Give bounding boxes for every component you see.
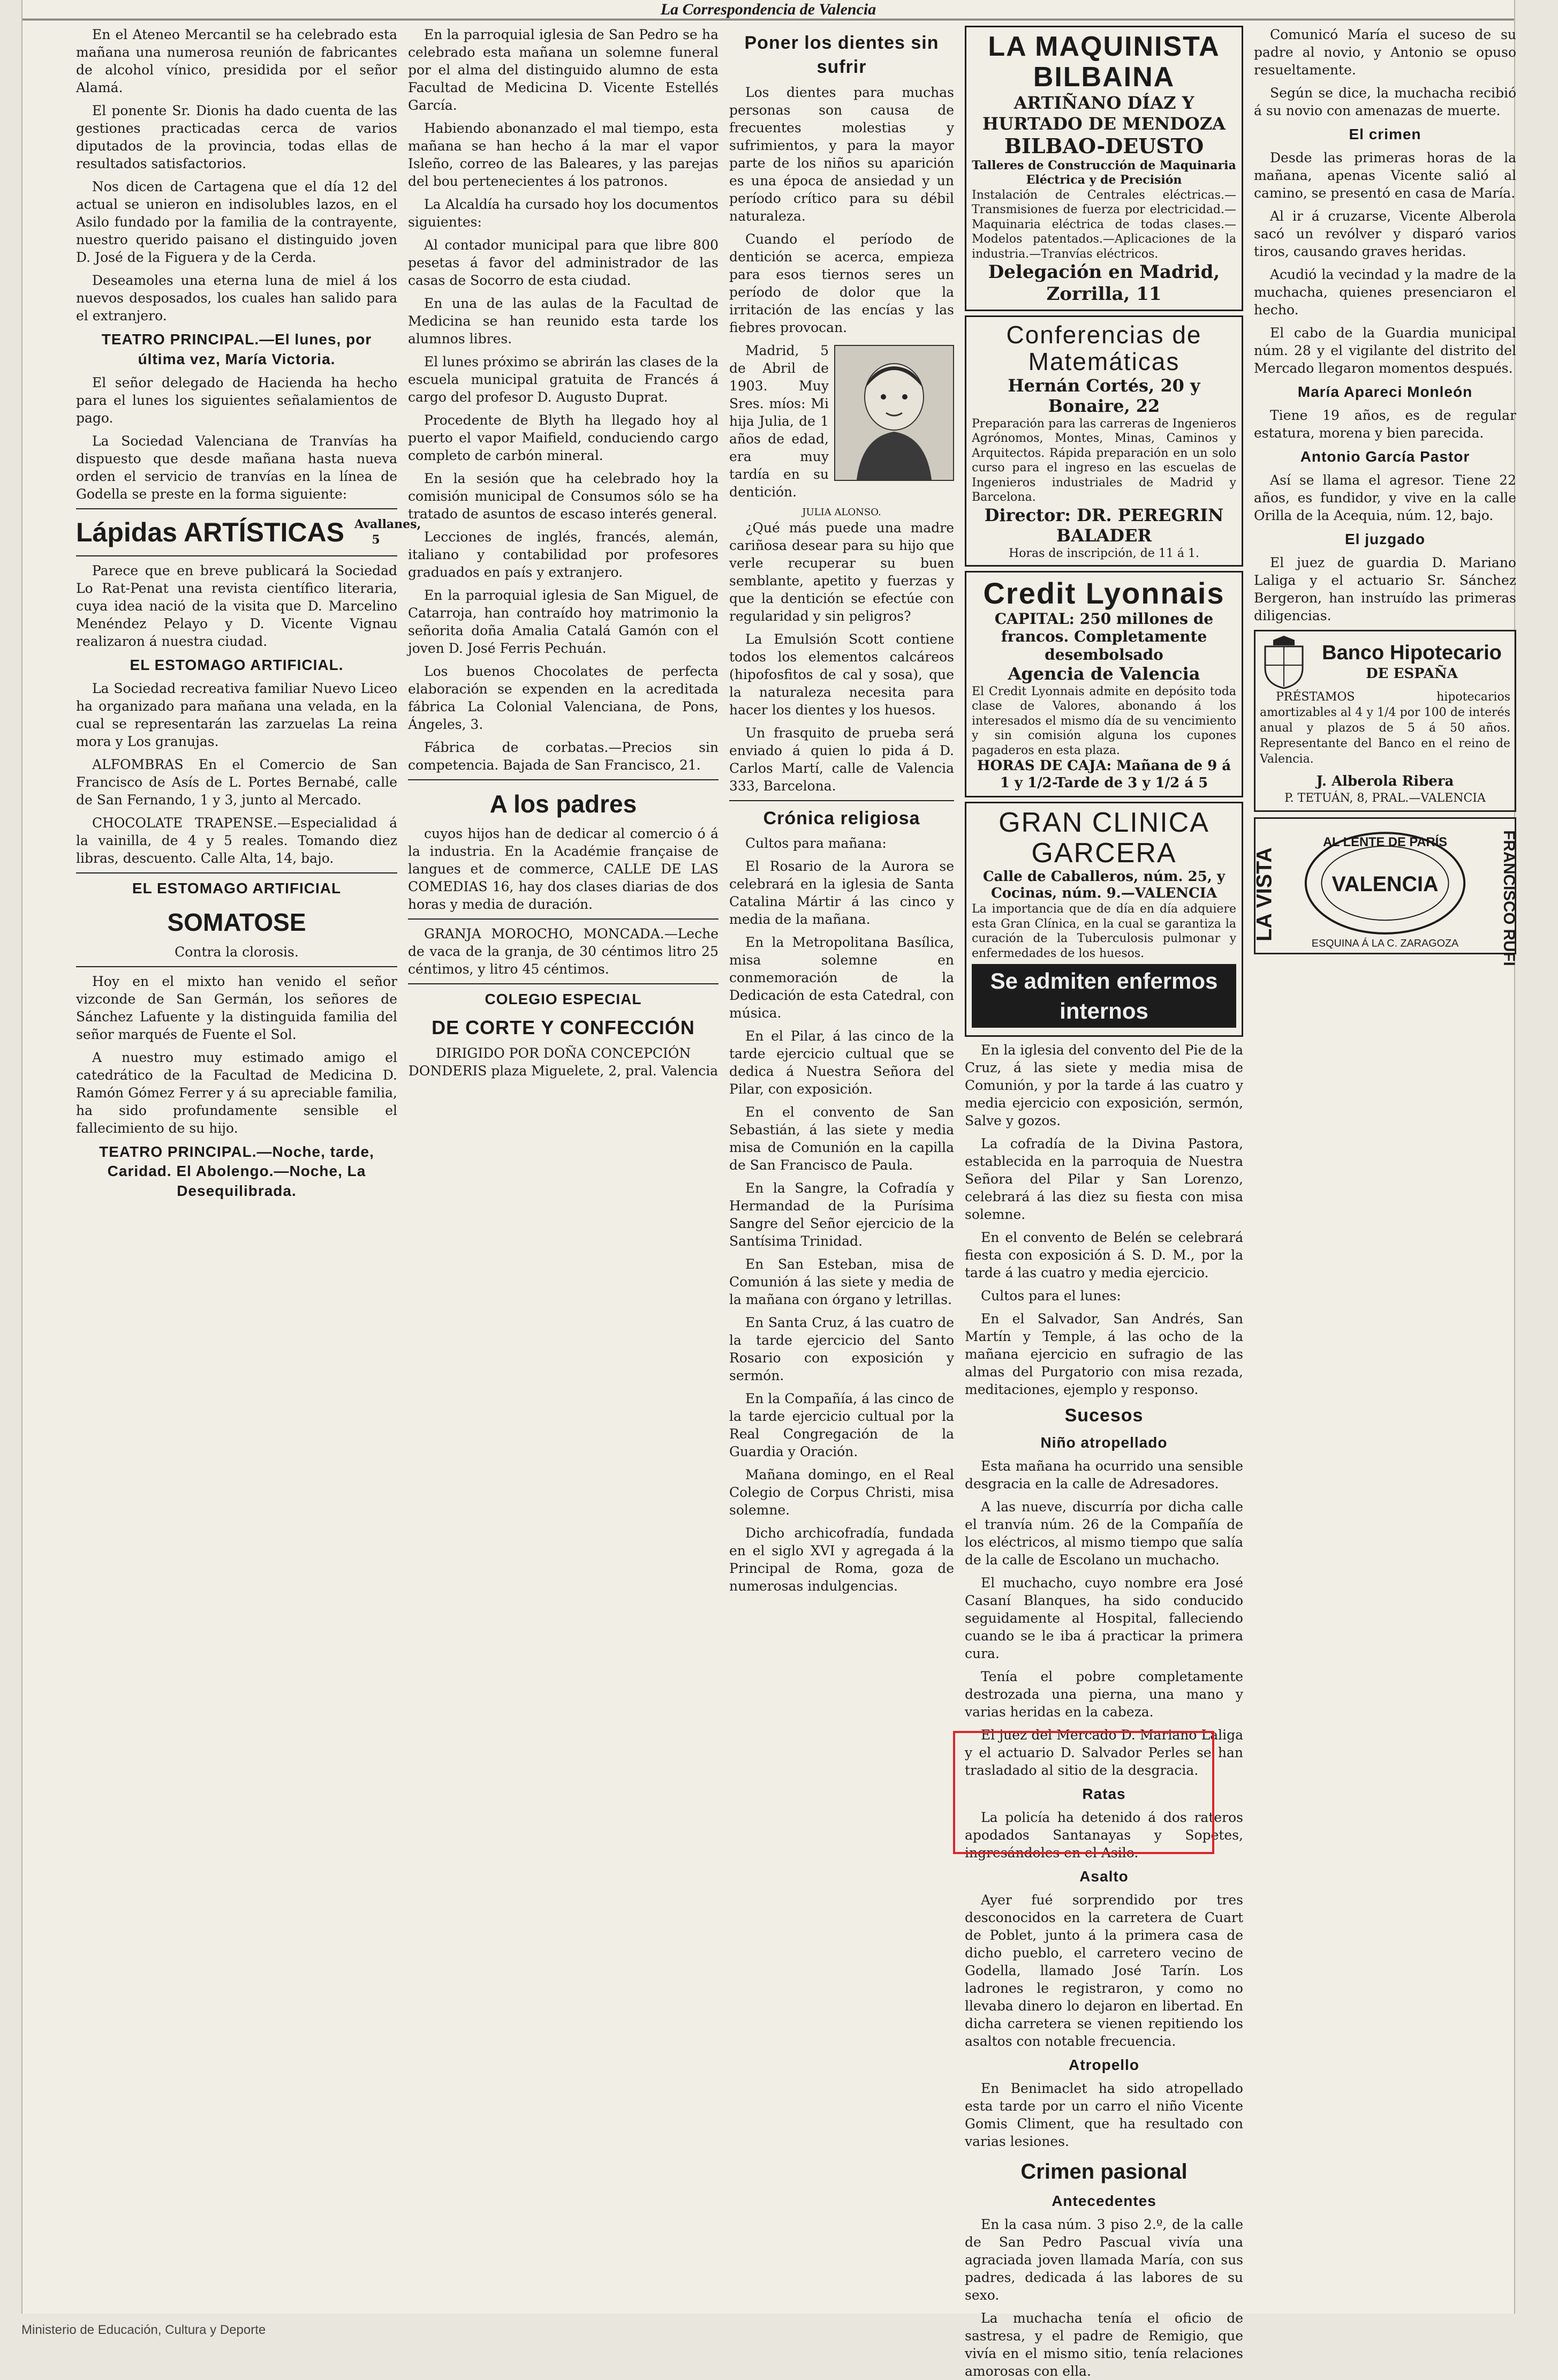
lens-side-text: FRANCISCO RUFI	[1500, 830, 1518, 967]
news-paragraph: En la iglesia del convento del Pie de la Cruz, á las siete y media misa de Comunión, y por la tarde á las cuatro y media ejercicio con exposición, sermón, Salve y gozos.	[965, 1042, 1243, 1129]
news-paragraph: El juez del Mercado D. Mariano Laliga y el actuario D. Salvador Perles se han trasladado al sitio de la desgracia.	[965, 1727, 1243, 1779]
somatose-sub: Contra la clorosis.	[175, 944, 299, 960]
credit-lyonnais-ad	[965, 571, 1243, 797]
news-paragraph: Cultos para el lunes:	[981, 1288, 1121, 1304]
footer-credit: Ministerio de Educación, Cultura y Deporte	[21, 2323, 266, 2337]
corbatas-ad: Fábrica de corbatas.—Precios sin competencia. Bajada de San Francisco, 21.	[408, 740, 719, 773]
news-paragraph: Procedente de Blyth ha llegado hoy al puerto el vapor Maifield, conduciendo cargo completo de carbón mineral.	[408, 412, 719, 463]
crimen-sub-heading: El crimen	[1349, 126, 1421, 142]
news-paragraph: ALFOMBRAS En el Comercio de San Francisco de Asís de L. Portes Bernabé, calle de San Fernando, 1 y 3, junto al Mercado.	[76, 756, 397, 808]
corte-heading: DE CORTE Y CONFECCIÓN	[432, 1016, 695, 1038]
news-paragraph: Tenía el pobre completamente destrozada una pierna, una mano y varias heridas en la cabeza.	[965, 1669, 1243, 1720]
divider	[76, 966, 397, 967]
maquinista-line: Talleres de Construcción de Maquinaria Eléctrica y de Precisión	[972, 158, 1236, 187]
atropello-heading: Atropello	[1069, 2057, 1139, 2074]
news-paragraph: El juez de guardia D. Mariano Laliga y el actuario Sr. Sánchez Bergeron, han instruído las primeras diligencias.	[1254, 554, 1516, 623]
column-1	[76, 26, 421, 2276]
news-paragraph: En el convento de Belén se celebrará fiesta con exposición á S. D. M., por la tarde á las cuatro y media ejercicio.	[965, 1230, 1243, 1281]
news-paragraph: Así se llama el agresor. Tiene 22 años, es fundidor, y vive en la calle Orilla de la Acequia, núm. 12, bajo.	[1254, 472, 1516, 523]
lapidas-ad	[76, 515, 421, 550]
news-paragraph: El ponente Sr. Dionis ha dado cuenta de las gestiones practicadas cerca de varios diputados de la provincia, todas ellas de resultados satisfactorios.	[76, 103, 397, 171]
news-paragraph: La Emulsión Scott contiene todos los elementos calcáreos (hipofosfitos de cal y sosa), que la naturaleza necesita para hacer los dientes y los huesos.	[729, 631, 954, 718]
cronica-heading: Crónica religiosa	[763, 808, 920, 829]
news-paragraph: Deseamoles una eterna luna de miel á los nuevos desposados, los cuales han salido para el extranjero.	[76, 273, 397, 323]
divider	[76, 555, 397, 556]
padres-heading: A los padres	[489, 790, 637, 818]
news-paragraph: CHOCOLATE TRAPENSE.—Especialidad á la vainilla, de 4 y 5 reales. Tomando diez libras, descuento. Calle Alta, 14, bajo.	[76, 815, 397, 866]
sucesos-heading: Sucesos	[1064, 1405, 1144, 1426]
portrait-illustration	[834, 345, 954, 481]
credit-capital: CAPITAL: 250 millones de francos. Completamente desembolsado	[994, 609, 1214, 664]
maquinista-city: BILBAO-DEUSTO	[1004, 134, 1204, 159]
maquinista-body: Instalación de Centrales eléctricas.—Transmisiones de fuerza por electricidad.—Maquinaria eléctrica de todas clases.—Modelos patentados.—Aplicaciones de la industria.—Tranvías eléctricos.	[972, 188, 1236, 261]
portrait-caption: JULIA ALONSO.	[802, 506, 881, 518]
dientes-heading: Poner los dientes sin sufrir	[744, 33, 939, 77]
credit-hours: HORAS DE CAJA: Mañana de 9 á 1 y 1/2-Tarde de 3 y 1/2 á 5	[977, 758, 1231, 791]
lapidas-side: Avallanes, 5	[354, 517, 421, 547]
conferencias-director: Director: DR. PEREGRIN BALADER	[984, 504, 1224, 546]
news-paragraph: Al contador municipal para que libre 800 pesetas á favor del administrador de las casas de Socorro de esta ciudad.	[408, 237, 719, 288]
news-paragraph: En el Salvador, San Andrés, San Martín y Temple, á las ocho de la mañana ejercicio en sufragio de las almas del Purgatorio con misa rezada, meditaciones, ejemplo y responso.	[965, 1311, 1243, 1398]
conferencias-ad	[965, 315, 1243, 567]
asalto-text: Ayer fué sorprendido por tres desconocidos en la carretera de Cuart de Poblet, junto á la primera casa de dicho pueblo, el carretero vecino de Godella, llamado José Tarín. Los ladrones le registraron, y como no llevaba dinero lo dejaron en libertad. En dicha carretera se vienen repitiendo los asaltos con notable frecuencia.	[965, 1892, 1243, 2050]
conferencias-addr: Hernán Cortés, 20 y Bonaire, 22	[1008, 375, 1200, 417]
news-paragraph: En la parroquial iglesia de San Miguel, de Catarroja, han contraído hoy matrimonio la señorita doña Amalia Catalá Gamón con el joven D. José Ferris Pechuán.	[408, 588, 719, 656]
banco-head	[1260, 636, 1510, 689]
credit-agency: Agencia de Valencia	[1008, 664, 1200, 684]
news-paragraph: En la Metropolitana Basílica, misa solemne en conmemoración de la Dedicación de esta Catedral, con música.	[729, 935, 954, 1021]
conferencias-hours: Horas de inscripción, de 11 á 1.	[1009, 546, 1199, 560]
crimen-heading: Crimen pasional	[1020, 2160, 1188, 2184]
clinica-internos: Se admiten enfermos internos	[972, 964, 1236, 1028]
news-paragraph: En Benimaclet ha sido atropellado esta tarde por un carro el niño Vicente Gomis Climent, que ha resultado con varias lesiones.	[965, 2081, 1243, 2150]
masthead-title: La Correspondencia de Valencia	[660, 0, 876, 18]
news-paragraph: En San Esteban, misa de Comunión á las siete y media de la mañana con órgano y letrillas.	[729, 1256, 954, 1308]
divider	[408, 983, 719, 984]
ratas-heading: Ratas	[1082, 1786, 1126, 1803]
news-paragraph: Según se dice, la muchacha recibió á su novio con amenazas de muerte.	[1254, 85, 1516, 118]
news-paragraph: Hoy en el mixto han venido el señor vizconde de San Germán, los señores de Sánchez Lafuente y la distinguida familia del señor marqués de Fuente el Sol.	[76, 973, 397, 1042]
lens-title-text: AL LENTE DE PARÍS	[1322, 835, 1448, 850]
news-paragraph: La cofradía de la Divina Pastora, establecida en la parroquia de Nuestra Señora del Pilar y San Lorenzo, celebrará á las diez su fiesta con misa solemne.	[965, 1136, 1243, 1223]
conferencias-body: Preparación para las carreras de Ingenieros Agrónomos, Montes, Minas, Caminos y Arquitectos. Rápida preparación en un solo curso para el ingreso en las escuelas de Ingenieros industriales de Madrid y Barcelona.	[972, 417, 1236, 504]
divider	[76, 508, 397, 509]
news-paragraph: A nuestro muy estimado amigo el catedrático de la Facultad de Medicina D. Ramón Gómez Ferrer y á su apreciable familia, ha sido profundamente sensible el fallecimiento de su hijo.	[76, 1049, 397, 1136]
news-paragraph: Comunicó María el suceso de su padre al novio, y Antonio se opuso resueltamente.	[1254, 27, 1516, 78]
news-paragraph: El muchacho, cuyo nombre era José Casaní Blanques, ha sido conducido seguidamente al Hospital, falleciendo cuando se le iba á practicar la primera cura.	[965, 1575, 1243, 1662]
lapidas-title: Lápidas ARTÍSTICAS	[76, 517, 344, 547]
divider	[729, 800, 954, 801]
colegio-sub: DIRIGIDO POR DOÑA CONCEPCIÓN DONDERIS plaza Miguelete, 2, pral. Valencia	[408, 1045, 719, 1079]
coat-of-arms-icon	[1260, 636, 1308, 689]
news-paragraph: cuyos hijos han de dedicar al comercio ó á la industria. En la Académie française de langues et de commerce, CALLE DE LAS COMEDIAS 16, hay dos clases diarias de dos horas y media de duración.	[408, 825, 719, 912]
conferencias-title: Conferencias de Matemáticas	[1006, 320, 1202, 376]
colegio-heading: COLEGIO ESPECIAL	[485, 990, 642, 1007]
news-paragraph: Cultos para mañana:	[745, 835, 887, 852]
news-paragraph: Acudió la vecindad y la madre de la muchacha, quienes presenciaron el hecho.	[1254, 266, 1516, 318]
news-paragraph: La Alcaldía ha cursado hoy los documentos siguientes:	[408, 197, 719, 230]
news-paragraph: La muchacha tenía el oficio de sastresa, y el padre de Remigio, que vivía en el mismo sitio, tenía relaciones amorosas con ella.	[965, 2310, 1243, 2379]
column-5	[1254, 26, 1516, 2276]
maquinista-ad	[965, 26, 1243, 311]
asalto-heading: Asalto	[1079, 1868, 1129, 1885]
lens-vista-text: LA VISTA	[1252, 847, 1276, 942]
estomago-heading: EL ESTOMAGO ARTIFICIAL.	[130, 656, 344, 673]
divider	[408, 918, 719, 920]
juzgado-heading: El juzgado	[1345, 530, 1425, 547]
news-paragraph: El lunes próximo se abrirán las clases de la escuela municipal gratuita de Francés á cargo del profesor D. Augusto Duprat.	[408, 354, 719, 405]
news-paragraph: Tiene 19 años, es de regular estatura, morena y bien parecida.	[1254, 407, 1516, 441]
news-paragraph: En la sesión que ha celebrado hoy la comisión municipal de Consumos sólo se ha tratado de asuntos de escaso interés general.	[408, 471, 719, 522]
clinica-title: GRAN CLINICA GARCERA	[999, 807, 1209, 869]
column-4	[965, 26, 1243, 2379]
news-paragraph: El señor delegado de Hacienda ha hecho para el lunes los siguientes señalamientos de pago.	[76, 374, 397, 426]
news-paragraph: Los buenos Chocolates de perfecta elaboración se expenden en la acreditada fábrica La Colonial Valenciana, de Pons, Ángeles, 3.	[408, 664, 719, 732]
news-paragraph: La Sociedad Valenciana de Tranvías ha dispuesto que desde mañana hasta nueva orden el servicio de tranvías en la línea de Godella se preste en la forma siguiente:	[76, 433, 397, 502]
divider	[408, 779, 719, 780]
news-paragraph: En la Sangre, la Cofradía y Hermandad de la Purísima Sangre del Señor ejercicio de la Santísima Trinidad.	[729, 1180, 954, 1249]
lens-corner-text: ESQUINA Á LA C. ZARAGOZA	[1311, 937, 1459, 950]
granja-ad: GRANJA MOROCHO, MONCADA.—Leche de vaca de la granja, de 30 céntimos litro 25 céntimos, y litro 45 céntimos.	[408, 925, 719, 977]
news-paragraph: El Rosario de la Aurora se celebrará en la iglesia de Santa Catalina Mártir á las cinco y media de la mañana.	[729, 858, 954, 928]
maquinista-deleg: Delegación en Madrid, Zorrilla, 11	[988, 261, 1220, 305]
somatose-title: SOMATOSE	[167, 908, 306, 936]
lens-city-text: VALENCIA	[1332, 872, 1439, 897]
banco-hipotecario-ad	[1254, 630, 1516, 812]
news-paragraph: Un frasquito de prueba será enviado á quien lo pida á D. Carlos Martí, calle de Valencia 333, Barcelona.	[729, 725, 954, 794]
news-paragraph: Al ir á cruzarse, Vicente Alberola sacó un revólver y disparó varios tiros, causando graves heridas.	[1254, 208, 1516, 259]
banco-sub: DE ESPAÑA	[1366, 665, 1458, 682]
herida-heading: María Apareci Monleón	[1297, 383, 1473, 400]
credit-title: Credit Lyonnais	[983, 576, 1225, 611]
news-paragraph: ¿Qué más puede una madre cariñosa desear para su hijo que verle recuperar su buen semblante, apetito y fuerzas y que la dentición se efectúe con regularidad y sin peligros?	[729, 519, 954, 624]
banco-addr: P. TETUÁN, 8, PRAL.—VALENCIA	[1284, 792, 1486, 805]
antecedentes-heading: Antecedentes	[1052, 2192, 1156, 2209]
column-2	[408, 26, 719, 2276]
clinica-body: La importancia que de día en día adquiere esta Gran Clínica, en la cual se garantiza la curación de la Tuberculosis pulmonar y enfermedades de los huesos.	[972, 902, 1236, 960]
news-paragraph: En la Compañía, á las cinco de la tarde ejercicio cultual por la Real Congregación de la Guardia y Oración.	[729, 1391, 954, 1460]
asalto-article	[965, 1867, 1243, 2050]
news-paragraph: Parece que en breve publicará la Sociedad Lo Rat-Penat una revista científico literaria, cuya idea nació de la visita que D. Marcelino Menéndez Pelayo y D. Vicente Vignau realizaron á nuestra ciudad.	[76, 562, 397, 649]
news-paragraph: A las nueve, discurría por dicha calle el tranvía núm. 26 de la Compañía de los eléctricos, al mismo tiempo que salía de la calle de Escolano un muchacho.	[965, 1499, 1243, 1568]
maquinista-sub: ARTIÑANO DÍAZ Y HURTADO DE MENDOZA	[982, 93, 1226, 134]
column-3	[729, 26, 954, 2276]
maquinista-title: LA MAQUINISTA BILBAINA	[988, 31, 1220, 93]
clinica-addr: Calle de Caballeros, núm. 25, y Cocinas, núm. 9.—VALENCIA	[982, 869, 1226, 902]
teatro-heading-2: TEATRO PRINCIPAL.—Noche, tarde, Caridad. El Abolengo.—Noche, La Desequilibrada.	[99, 1143, 374, 1200]
news-paragraph: Lecciones de inglés, francés, alemán, italiano y contabilidad por profesores graduados en país y extranjero.	[408, 529, 719, 580]
masthead	[22, 0, 1514, 20]
news-paragraph: En el convento de San Sebastián, á las siete y media misa de Comunión en la capilla de San Francisco de Paula.	[729, 1104, 954, 1173]
estomago-heading-2: EL ESTOMAGO ARTIFICIAL	[132, 879, 342, 897]
teatro-heading: TEATRO PRINCIPAL.—El lunes, por última vez, María Victoria.	[101, 331, 372, 367]
news-paragraph: En la casa núm. 3 piso 2.º, de la calle de San Pedro Pascual vivía una agraciada joven llamada María, con sus padres, dedicada á las labores de su sexo.	[965, 2216, 1243, 2303]
lente-paris-graphic	[1252, 819, 1518, 967]
news-paragraph: Mañana domingo, en el Real Colegio de Corpus Christi, misa solemne.	[729, 1467, 954, 1518]
news-paragraph: El cabo de la Guardia municipal núm. 28 y el vigilante del distrito del Mercado llegaron momentos después.	[1254, 325, 1516, 376]
news-paragraph: Los dientes para muchas personas son causa de frecuentes molestias y sufrimientos, y para la mayor parte de los niños su aparición es una época de ansiedad y un período crítico para su débil naturaleza.	[729, 84, 954, 224]
agresor-heading: Antonio García Pastor	[1300, 448, 1470, 465]
news-paragraph: Dicho archicofradía, fundada en el siglo XVI y agregada á la Principal de Roma, goza de numerosas indulgencias.	[729, 1525, 954, 1594]
news-paragraph: Esta mañana ha ocurrido una sensible desgracia en la calle de Adresadores.	[965, 1458, 1243, 1492]
news-paragraph: En el Pilar, á las cinco de la tarde ejercicio cultual que se dedica á Nuestra Señora del Pilar, con exposición.	[729, 1028, 954, 1097]
divider	[76, 872, 397, 873]
lente-paris-ad	[1252, 817, 1518, 967]
credit-body: El Credit Lyonnais admite en depósito toda clase de Valores, abonando á los interesados el mismo día de su vencimiento y sin comisión alguna los cupones pagaderos en esta plaza.	[972, 684, 1236, 757]
news-paragraph: En una de las aulas de la Facultad de Medicina se han reunido esta tarde los alumnos libres.	[408, 296, 719, 347]
news-paragraph: Cuando el período de dentición se acerca, empieza para esos tiernos seres un período de dolor que la irritación de las encías y las fiebres provocan.	[729, 231, 954, 335]
news-paragraph: La Sociedad recreativa familiar Nuevo Liceo ha organizado para mañana una velada, en la cual se representarán las zarzuelas La reina mora y Los granujas.	[76, 680, 397, 749]
child-portrait-image	[835, 346, 953, 480]
banco-agent: J. Alberola Ribera	[1316, 773, 1454, 789]
clinica-ad	[965, 802, 1243, 1037]
nino-heading: Niño atropellado	[1040, 1434, 1168, 1451]
news-paragraph: Habiendo abonanzado el mal tiempo, esta mañana se han hecho á la mar el vapor Isleño, correo de las Baleares, y las parejas del bou pertenecientes á los patronos.	[408, 120, 719, 189]
news-paragraph: Madrid, 5 de Abril de 1903. Muy Sres. míos: Mi hija Julia, de 1 años de edad, era muy tardía en su dentición.	[729, 342, 829, 500]
banco-title-block	[1313, 642, 1510, 683]
news-paragraph: En el Ateneo Mercantil se ha celebrado esta mañana una numerosa reunión de fabricantes de alcohol vínico, presidida por el señor Alamá.	[76, 27, 397, 95]
news-paragraph: En Santa Cruz, á las cuatro de la tarde ejercicio del Santo Rosario con exposición y sermón.	[729, 1315, 954, 1384]
news-paragraph: Desde las primeras horas de la mañana, apenas Vicente salió al camino, se presentó en casa de María.	[1254, 149, 1516, 201]
banco-body: PRÉSTAMOS hipotecarios amortizables al 4 y 1/4 por 100 de interés anual y plazos de 5 á 50 años. Representante del Banco en el reino de Valencia.	[1260, 690, 1510, 766]
news-paragraph: En la parroquial iglesia de San Pedro se ha celebrado esta mañana un solemne funeral por el alma del distinguido alumno de esta Facultad de Medicina D. Vicente Estellés García.	[408, 27, 719, 113]
news-paragraph: La policía ha detenido á dos rateros apodados Santanayas y Sopetes, ingresándoles en el Asilo.	[965, 1810, 1243, 1861]
news-paragraph: Nos dicen de Cartagena que el día 12 del actual se unieron en indisolubles lazos, en el Asilo fundado por la familia de la contrayente, nuestro querido paisano el distinguido joven D. José de la Figuera y de la Cerda.	[76, 179, 397, 265]
banco-title: Banco Hipotecario	[1322, 641, 1502, 664]
